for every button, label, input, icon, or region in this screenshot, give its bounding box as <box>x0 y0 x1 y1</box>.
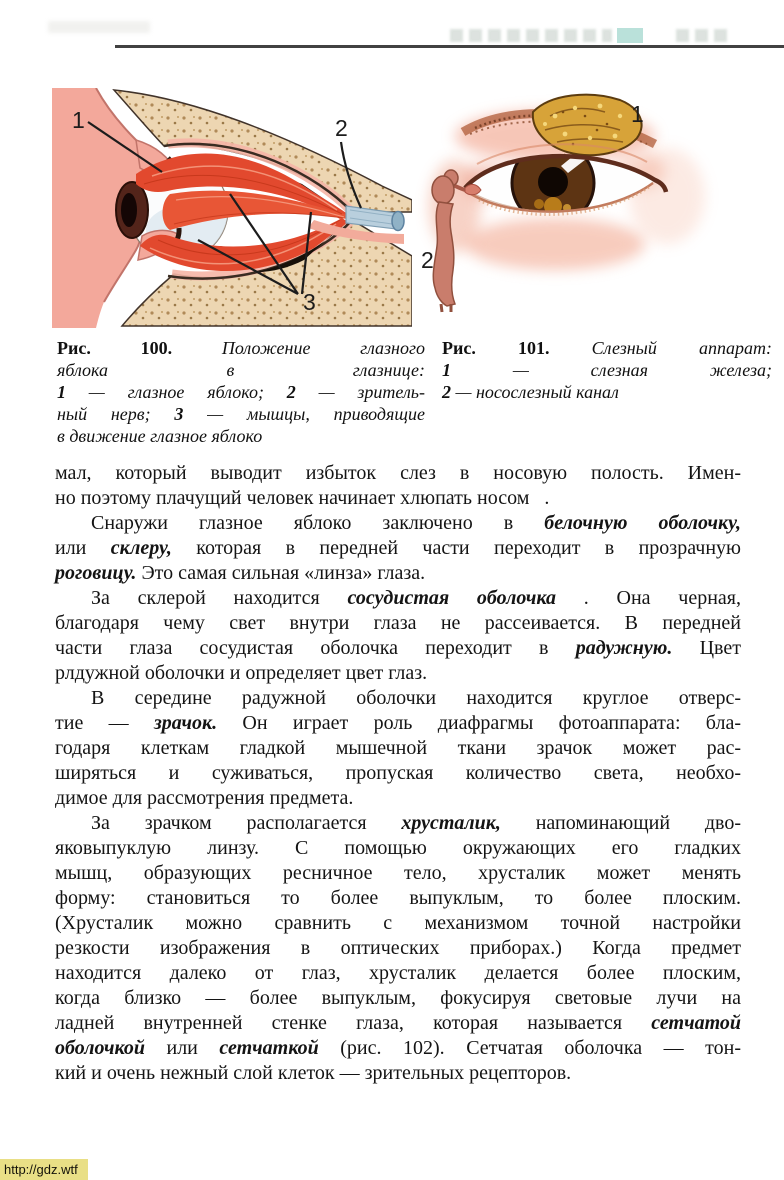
figure-100-eye-in-orbit-illustration <box>52 88 412 328</box>
text-line: находится далеко от глаз, хрусталик делается более плоским, <box>55 962 741 984</box>
pupil <box>121 193 137 227</box>
text-line: когда близко — более выпуклым, фокусируя световые лучи на <box>55 987 741 1009</box>
text-line: Рис. 100. Положение глазного <box>57 338 425 358</box>
gdz-watermark-link[interactable]: http://gdz.wtf <box>0 1159 88 1180</box>
text-line: или склеру, которая в передней части переходит в прозрачную <box>55 537 741 559</box>
text-line: 2 — носослезный канал <box>442 382 619 402</box>
text-line: 1 — слезная железа; <box>442 360 772 380</box>
running-header-smudge <box>48 21 150 33</box>
text-line: Рис. 101. Слезный аппарат: <box>442 338 772 358</box>
text-line: За склерой находится сосудистая оболочка . Она черная, <box>91 587 741 609</box>
paragraph <box>55 511 741 586</box>
text-line: кий и очень нежный слой клеток — зрительных рецепторов. <box>55 1062 572 1084</box>
figure-101-caption <box>442 337 772 403</box>
text-line: ный нерв; 3 — мышцы, приводящие <box>57 404 425 424</box>
paragraph <box>55 461 741 511</box>
text-line: 1 — глазное яблоко; 2 — зритель- <box>57 382 425 402</box>
paragraph <box>55 586 741 686</box>
paragraph <box>55 686 741 811</box>
figure-label: 3 <box>303 289 316 315</box>
text-line: части глаза сосудистая оболочка переходит в радужную. Цвет <box>55 637 742 659</box>
text-line: благодаря чему свет внутри глаза не рассеивается. В передней <box>55 612 741 634</box>
text-line: рлдужной оболочки и определяет цвет глаз. <box>55 662 428 684</box>
text-line: ладней внутренней стенке глаза, которая называется сетчатой <box>55 1012 741 1034</box>
text-line: в движение глазное яблоко <box>57 426 263 446</box>
running-header-marker <box>617 28 643 43</box>
text-line: яблока в глазнице: <box>57 360 425 380</box>
figure-label: 2 <box>421 247 434 273</box>
text-line: мышц, образующих ресничное тело, хрусталик может менять <box>55 862 741 884</box>
text-line: резкости изображения в оптических приборах.) Когда предмет <box>55 937 741 959</box>
text-line: За зрачком располагается хрусталик, напоминающий дво- <box>91 812 741 834</box>
figure-label: 1 <box>631 101 644 127</box>
pupil <box>538 167 568 197</box>
paragraph <box>55 811 741 1086</box>
figure-label: 1 <box>72 107 85 133</box>
optic-nerve-stump <box>392 212 404 231</box>
figure-101-tear-apparatus-illustration <box>415 86 735 314</box>
text-line: В середине радужной оболочки находится круглое отверс- <box>91 687 741 709</box>
lacrimal-sac <box>432 176 454 204</box>
text-line: мал, который выводит избыток слез в носовую полость. Имен- <box>55 462 741 484</box>
text-line: яковыпуклую линзу. С помощью окружающих его гладких <box>55 837 741 859</box>
text-line: оболочкой или сетчаткой (рис. 102). Сетчатая оболочка — тон- <box>55 1037 741 1059</box>
figure-100-caption <box>57 337 425 447</box>
text-line: тие — зрачок. Он играет роль диафрагмы фотоаппарата: бла- <box>55 712 741 734</box>
text-line: но поэтому плачущий человек начинает хлюпать носом . <box>55 487 550 509</box>
text-line: Снаружи глазное яблоко заключено в белочную оболочку, <box>91 512 741 534</box>
article-text <box>55 461 741 1086</box>
running-header-ghost-text <box>450 29 612 42</box>
header-rule <box>115 45 784 48</box>
text-line: димое для рассмотрения предмета. <box>55 787 354 809</box>
text-line: роговицу. Это самая сильная «линза» глаза. <box>55 562 426 584</box>
text-line: (Хрусталик можно сравнить с механизмом точной настройки <box>55 912 741 934</box>
figure-label: 2 <box>335 115 348 141</box>
running-header-page-number-ghost <box>676 29 730 42</box>
text-line: ширяться и суживаться, пропуская количество света, необхо- <box>55 762 741 784</box>
text-line: годаря клеткам гладкой мышечной ткани зрачок может рас- <box>55 737 741 759</box>
text-line: форму: становиться то более выпуклым, то более плоским. <box>55 887 741 909</box>
